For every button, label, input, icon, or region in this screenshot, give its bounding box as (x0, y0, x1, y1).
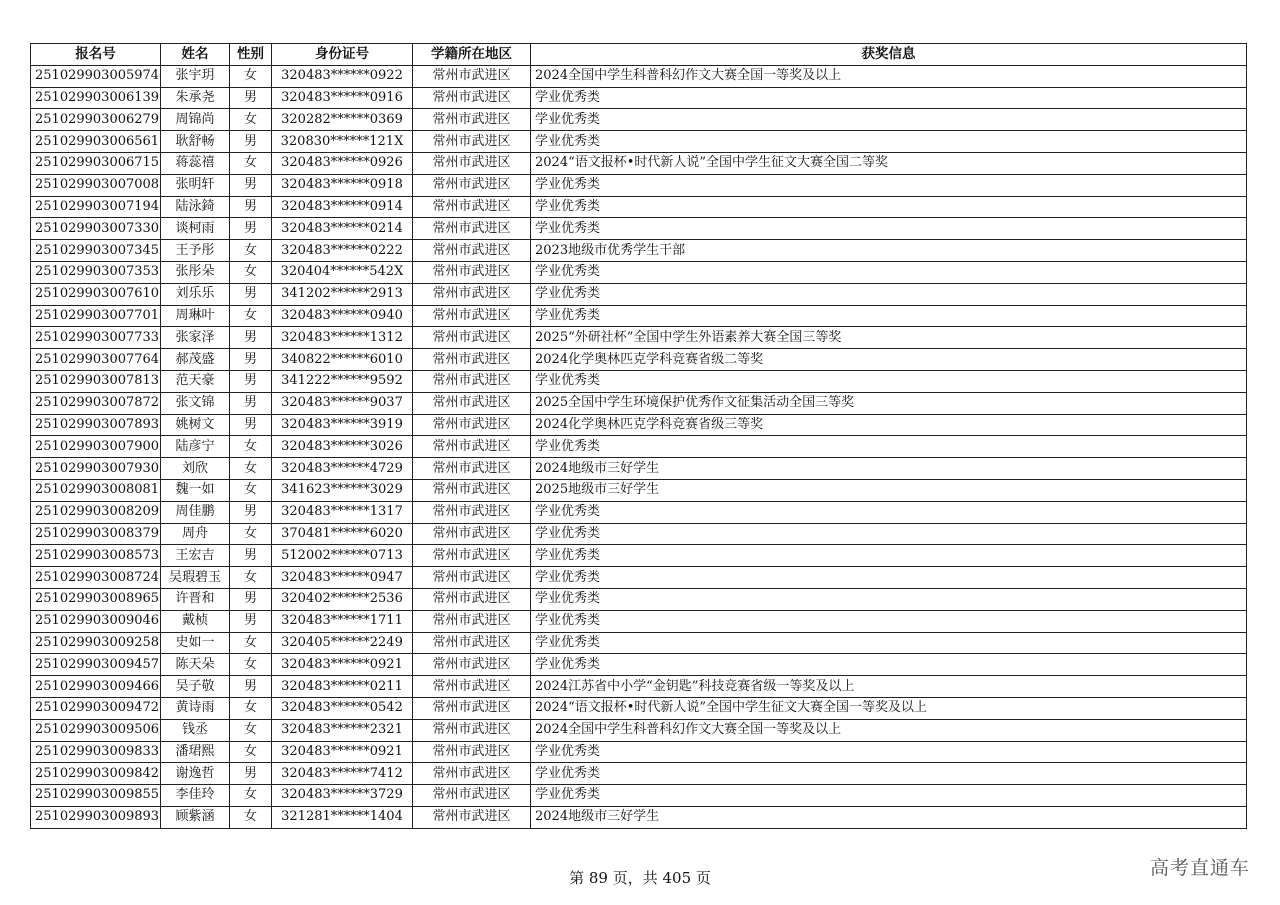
cell-registration-no: 251029903007610 (31, 283, 161, 305)
cell-gender: 女 (230, 65, 272, 87)
cell-region: 常州市武进区 (413, 370, 531, 392)
cell-registration-no: 251029903008209 (31, 501, 161, 523)
cell-award-info: 学业优秀类 (531, 87, 1247, 109)
table-row (31, 218, 1247, 240)
table-row (31, 458, 1247, 480)
cell-registration-no: 251029903008724 (31, 567, 161, 589)
cell-id-number: 320282******0369 (272, 109, 413, 131)
cell-id-number: 320483******4729 (272, 458, 413, 480)
cell-award-info: 2024全国中学生科普科幻作文大赛全国一等奖及以上 (531, 65, 1247, 87)
header-name: 姓名 (161, 44, 230, 66)
cell-region: 常州市武进区 (413, 218, 531, 240)
cell-region: 常州市武进区 (413, 458, 531, 480)
cell-registration-no: 251029903009842 (31, 763, 161, 785)
cell-registration-no: 251029903009833 (31, 741, 161, 763)
cell-id-number: 370481******6020 (272, 523, 413, 545)
cell-name: 刘乐乐 (161, 283, 230, 305)
table-row (31, 414, 1247, 436)
cell-id-number: 320483******0921 (272, 741, 413, 763)
cell-gender: 女 (230, 261, 272, 283)
cell-gender: 男 (230, 545, 272, 567)
cell-region: 常州市武进区 (413, 414, 531, 436)
cell-id-number: 320483******0940 (272, 305, 413, 327)
table-row (31, 479, 1247, 501)
cell-name: 黄诗雨 (161, 697, 230, 719)
cell-id-number: 320483******3026 (272, 436, 413, 458)
table-row (31, 785, 1247, 807)
cell-award-info: 2025全国中学生环境保护优秀作文征集活动全国三等奖 (531, 392, 1247, 414)
cell-name: 周琳叶 (161, 305, 230, 327)
cell-name: 郝茂盛 (161, 349, 230, 371)
cell-region: 常州市武进区 (413, 131, 531, 153)
cell-registration-no: 251029903007353 (31, 261, 161, 283)
cell-registration-no: 251029903007900 (31, 436, 161, 458)
cell-gender: 女 (230, 654, 272, 676)
cell-award-info: 学业优秀类 (531, 501, 1247, 523)
cell-name: 张文锦 (161, 392, 230, 414)
cell-id-number: 341623******3029 (272, 479, 413, 501)
table-row (31, 349, 1247, 371)
cell-id-number: 320483******1312 (272, 327, 413, 349)
cell-name: 谈柯雨 (161, 218, 230, 240)
cell-region: 常州市武进区 (413, 392, 531, 414)
cell-id-number: 320483******2321 (272, 719, 413, 741)
cell-region: 常州市武进区 (413, 479, 531, 501)
cell-registration-no: 251029903007008 (31, 174, 161, 196)
cell-gender: 男 (230, 392, 272, 414)
cell-name: 吴子敬 (161, 676, 230, 698)
cell-gender: 男 (230, 283, 272, 305)
cell-region: 常州市武进区 (413, 327, 531, 349)
table-row (31, 327, 1247, 349)
cell-gender: 男 (230, 676, 272, 698)
cell-region: 常州市武进区 (413, 697, 531, 719)
table-row (31, 131, 1247, 153)
table-row (31, 654, 1247, 676)
cell-gender: 男 (230, 174, 272, 196)
cell-region: 常州市武进区 (413, 436, 531, 458)
cell-id-number: 320483******0947 (272, 567, 413, 589)
cell-award-info: 2025“外研社杯”全国中学生外语素养大赛全国三等奖 (531, 327, 1247, 349)
cell-gender: 男 (230, 501, 272, 523)
cell-gender: 男 (230, 87, 272, 109)
cell-name: 史如一 (161, 632, 230, 654)
cell-id-number: 320483******9037 (272, 392, 413, 414)
cell-gender: 男 (230, 349, 272, 371)
cell-region: 常州市武进区 (413, 65, 531, 87)
table-row (31, 196, 1247, 218)
cell-id-number: 320483******0926 (272, 152, 413, 174)
cell-registration-no: 251029903007893 (31, 414, 161, 436)
cell-award-info: 学业优秀类 (531, 305, 1247, 327)
cell-region: 常州市武进区 (413, 719, 531, 741)
cell-id-number: 320404******542X (272, 261, 413, 283)
cell-region: 常州市武进区 (413, 785, 531, 807)
cell-id-number: 320405******2249 (272, 632, 413, 654)
cell-gender: 女 (230, 458, 272, 480)
cell-region: 常州市武进区 (413, 501, 531, 523)
header-gender: 性别 (230, 44, 272, 66)
cell-gender: 男 (230, 218, 272, 240)
table-row (31, 588, 1247, 610)
cell-gender: 男 (230, 196, 272, 218)
table-row (31, 87, 1247, 109)
table-row (31, 741, 1247, 763)
cell-region: 常州市武进区 (413, 240, 531, 262)
table-header-row (31, 44, 1247, 66)
cell-id-number: 321281******1404 (272, 806, 413, 828)
cell-registration-no: 251029903007764 (31, 349, 161, 371)
cell-name: 周锦尚 (161, 109, 230, 131)
cell-registration-no: 251029903008081 (31, 479, 161, 501)
cell-registration-no: 251029903009466 (31, 676, 161, 698)
table-row (31, 283, 1247, 305)
cell-award-info: 2024“语文报杯•时代新人说”全国中学生征文大赛全国一等奖及以上 (531, 697, 1247, 719)
cell-region: 常州市武进区 (413, 196, 531, 218)
cell-registration-no: 251029903007733 (31, 327, 161, 349)
cell-name: 陆泳錡 (161, 196, 230, 218)
cell-gender: 女 (230, 806, 272, 828)
cell-award-info: 学业优秀类 (531, 523, 1247, 545)
cell-region: 常州市武进区 (413, 349, 531, 371)
cell-region: 常州市武进区 (413, 152, 531, 174)
cell-name: 吴瑕碧玉 (161, 567, 230, 589)
cell-name: 顾紫涵 (161, 806, 230, 828)
cell-region: 常州市武进区 (413, 632, 531, 654)
cell-registration-no: 251029903006279 (31, 109, 161, 131)
cell-gender: 女 (230, 567, 272, 589)
cell-registration-no: 251029903008573 (31, 545, 161, 567)
cell-award-info: 学业优秀类 (531, 109, 1247, 131)
table-row (31, 763, 1247, 785)
cell-id-number: 320483******0921 (272, 654, 413, 676)
cell-registration-no: 251029903009472 (31, 697, 161, 719)
table-row (31, 370, 1247, 392)
cell-id-number: 340822******6010 (272, 349, 413, 371)
cell-name: 李佳玲 (161, 785, 230, 807)
cell-name: 姚树文 (161, 414, 230, 436)
cell-name: 王宏吉 (161, 545, 230, 567)
cell-name: 张宇玥 (161, 65, 230, 87)
cell-region: 常州市武进区 (413, 87, 531, 109)
cell-award-info: 2024化学奥林匹克学科竞赛省级二等奖 (531, 349, 1247, 371)
cell-gender: 男 (230, 131, 272, 153)
header-award-info: 获奖信息 (531, 44, 1247, 66)
cell-id-number: 320483******1711 (272, 610, 413, 632)
cell-gender: 女 (230, 240, 272, 262)
cell-id-number: 320483******0211 (272, 676, 413, 698)
cell-award-info: 学业优秀类 (531, 545, 1247, 567)
cell-award-info: 学业优秀类 (531, 436, 1247, 458)
cell-registration-no: 251029903007330 (31, 218, 161, 240)
cell-award-info: 2024江苏省中小学“金钥匙”科技竞赛省级一等奖及以上 (531, 676, 1247, 698)
cell-registration-no: 251029903007930 (31, 458, 161, 480)
cell-award-info: 2024地级市三好学生 (531, 458, 1247, 480)
cell-award-info: 学业优秀类 (531, 196, 1247, 218)
cell-region: 常州市武进区 (413, 545, 531, 567)
cell-region: 常州市武进区 (413, 261, 531, 283)
cell-id-number: 320402******2536 (272, 588, 413, 610)
cell-id-number: 512002******0713 (272, 545, 413, 567)
cell-region: 常州市武进区 (413, 109, 531, 131)
cell-award-info: 学业优秀类 (531, 632, 1247, 654)
cell-region: 常州市武进区 (413, 610, 531, 632)
cell-registration-no: 251029903009457 (31, 654, 161, 676)
table-row (31, 261, 1247, 283)
cell-award-info: 2024全国中学生科普科幻作文大赛全国一等奖及以上 (531, 719, 1247, 741)
cell-region: 常州市武进区 (413, 763, 531, 785)
cell-name: 朱承尧 (161, 87, 230, 109)
cell-region: 常州市武进区 (413, 741, 531, 763)
cell-gender: 女 (230, 305, 272, 327)
cell-award-info: 学业优秀类 (531, 588, 1247, 610)
cell-award-info: 2024化学奥林匹克学科竞赛省级三等奖 (531, 414, 1247, 436)
table-row (31, 392, 1247, 414)
cell-gender: 女 (230, 479, 272, 501)
cell-award-info: 学业优秀类 (531, 785, 1247, 807)
table-row (31, 305, 1247, 327)
cell-id-number: 320830******121X (272, 131, 413, 153)
cell-registration-no: 251029903008965 (31, 588, 161, 610)
cell-registration-no: 251029903007345 (31, 240, 161, 262)
cell-gender: 女 (230, 632, 272, 654)
cell-name: 戴桢 (161, 610, 230, 632)
cell-award-info: 学业优秀类 (531, 763, 1247, 785)
cell-name: 张家泽 (161, 327, 230, 349)
cell-name: 张彤朵 (161, 261, 230, 283)
table-row (31, 545, 1247, 567)
cell-id-number: 320483******0918 (272, 174, 413, 196)
cell-award-info: 2024地级市三好学生 (531, 806, 1247, 828)
cell-registration-no: 251029903009046 (31, 610, 161, 632)
cell-gender: 男 (230, 327, 272, 349)
table-row (31, 676, 1247, 698)
cell-registration-no: 251029903009258 (31, 632, 161, 654)
cell-id-number: 320483******7412 (272, 763, 413, 785)
results-table (30, 43, 1247, 829)
watermark-text: 高考直通车 (1149, 857, 1250, 879)
cell-gender: 男 (230, 763, 272, 785)
cell-award-info: 学业优秀类 (531, 261, 1247, 283)
cell-name: 陆彦宁 (161, 436, 230, 458)
table-row (31, 109, 1247, 131)
table-row (31, 240, 1247, 262)
cell-name: 钱丞 (161, 719, 230, 741)
cell-name: 许晋和 (161, 588, 230, 610)
cell-registration-no: 251029903008379 (31, 523, 161, 545)
cell-region: 常州市武进区 (413, 174, 531, 196)
cell-registration-no: 251029903006715 (31, 152, 161, 174)
cell-award-info: 学业优秀类 (531, 654, 1247, 676)
cell-name: 陈天朵 (161, 654, 230, 676)
table-row (31, 806, 1247, 828)
cell-id-number: 320483******0542 (272, 697, 413, 719)
table-row (31, 65, 1247, 87)
cell-region: 常州市武进区 (413, 676, 531, 698)
table-row (31, 610, 1247, 632)
table-row (31, 174, 1247, 196)
cell-registration-no: 251029903009855 (31, 785, 161, 807)
cell-region: 常州市武进区 (413, 588, 531, 610)
cell-name: 王予彤 (161, 240, 230, 262)
cell-id-number: 320483******1317 (272, 501, 413, 523)
cell-award-info: 2024“语文报杯•时代新人说”全国中学生征文大赛全国二等奖 (531, 152, 1247, 174)
cell-award-info: 学业优秀类 (531, 741, 1247, 763)
cell-id-number: 320483******0214 (272, 218, 413, 240)
cell-name: 潘珺熙 (161, 741, 230, 763)
header-region: 学籍所在地区 (413, 44, 531, 66)
cell-gender: 女 (230, 785, 272, 807)
cell-id-number: 341202******2913 (272, 283, 413, 305)
cell-gender: 女 (230, 109, 272, 131)
cell-id-number: 320483******0222 (272, 240, 413, 262)
cell-gender: 女 (230, 152, 272, 174)
cell-name: 耿舒畅 (161, 131, 230, 153)
cell-gender: 女 (230, 719, 272, 741)
cell-name: 刘欣 (161, 458, 230, 480)
cell-gender: 女 (230, 436, 272, 458)
cell-award-info: 学业优秀类 (531, 218, 1247, 240)
cell-award-info: 学业优秀类 (531, 567, 1247, 589)
cell-name: 范天豪 (161, 370, 230, 392)
cell-award-info: 学业优秀类 (531, 370, 1247, 392)
table-row (31, 152, 1247, 174)
cell-name: 谢逸哲 (161, 763, 230, 785)
cell-name: 周佳鹏 (161, 501, 230, 523)
table-row (31, 436, 1247, 458)
cell-region: 常州市武进区 (413, 305, 531, 327)
cell-award-info: 学业优秀类 (531, 174, 1247, 196)
cell-award-info: 学业优秀类 (531, 131, 1247, 153)
cell-id-number: 320483******3919 (272, 414, 413, 436)
cell-name: 蒋蕊禧 (161, 152, 230, 174)
cell-registration-no: 251029903006561 (31, 131, 161, 153)
cell-award-info: 学业优秀类 (531, 283, 1247, 305)
table-row (31, 719, 1247, 741)
cell-registration-no: 251029903007701 (31, 305, 161, 327)
table-row (31, 523, 1247, 545)
cell-registration-no: 251029903007194 (31, 196, 161, 218)
cell-award-info: 2025地级市三好学生 (531, 479, 1247, 501)
cell-registration-no: 251029903007872 (31, 392, 161, 414)
table-row (31, 632, 1247, 654)
cell-region: 常州市武进区 (413, 654, 531, 676)
cell-region: 常州市武进区 (413, 523, 531, 545)
header-id-number: 身份证号 (272, 44, 413, 66)
cell-award-info: 2023地级市优秀学生干部 (531, 240, 1247, 262)
cell-gender: 男 (230, 370, 272, 392)
cell-id-number: 320483******0916 (272, 87, 413, 109)
cell-registration-no: 251029903006139 (31, 87, 161, 109)
cell-id-number: 320483******0914 (272, 196, 413, 218)
cell-gender: 男 (230, 610, 272, 632)
table-row (31, 567, 1247, 589)
cell-award-info: 学业优秀类 (531, 610, 1247, 632)
cell-id-number: 320483******3729 (272, 785, 413, 807)
header-registration-no: 报名号 (31, 44, 161, 66)
cell-region: 常州市武进区 (413, 567, 531, 589)
cell-gender: 男 (230, 588, 272, 610)
cell-gender: 男 (230, 414, 272, 436)
page-number: 第 89 页，共 405 页 (569, 869, 711, 887)
cell-gender: 女 (230, 741, 272, 763)
cell-gender: 女 (230, 697, 272, 719)
cell-registration-no: 251029903009506 (31, 719, 161, 741)
table-row (31, 501, 1247, 523)
cell-name: 张明轩 (161, 174, 230, 196)
cell-region: 常州市武进区 (413, 806, 531, 828)
cell-region: 常州市武进区 (413, 283, 531, 305)
cell-gender: 女 (230, 523, 272, 545)
cell-registration-no: 251029903009893 (31, 806, 161, 828)
cell-id-number: 341222******9592 (272, 370, 413, 392)
table-row (31, 697, 1247, 719)
cell-registration-no: 251029903005974 (31, 65, 161, 87)
cell-registration-no: 251029903007813 (31, 370, 161, 392)
cell-name: 周舟 (161, 523, 230, 545)
cell-name: 魏一如 (161, 479, 230, 501)
cell-id-number: 320483******0922 (272, 65, 413, 87)
